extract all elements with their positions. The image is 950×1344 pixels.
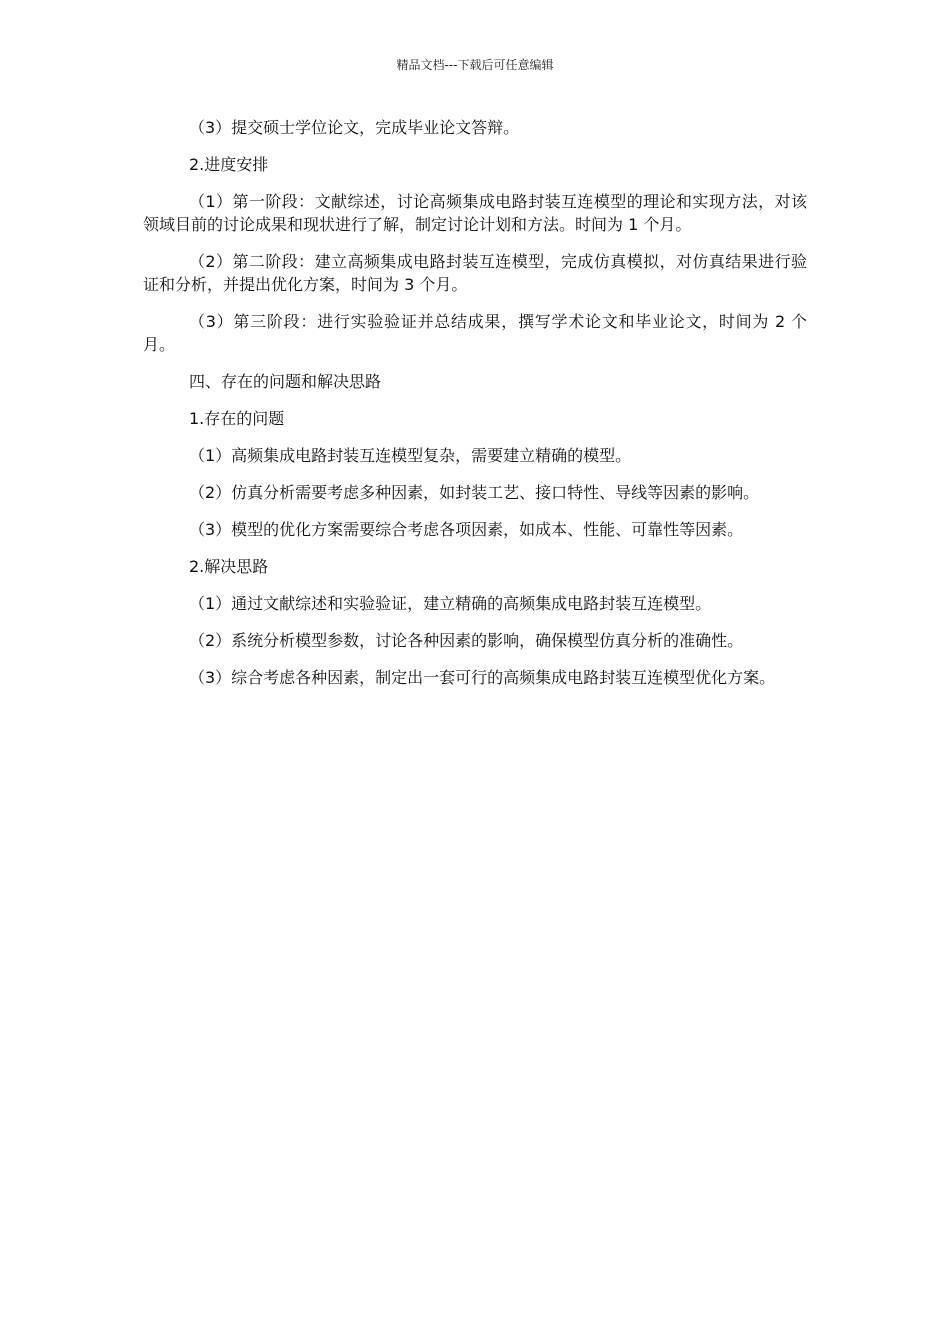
paragraph-problem-one: （1）高频集成电路封装互连模型复杂，需要建立精确的模型。 (189, 446, 632, 465)
heading-schedule: 2.进度安排 (189, 155, 269, 174)
paragraph-solution-one: （1）通过文献综述和实验验证，建立精确的高频集成电路封装互连模型。 (189, 594, 712, 613)
paragraph-problem-two: （2）仿真分析需要考虑多种因素，如封装工艺、接口特性、导线等因素的影响。 (189, 483, 760, 502)
heading-existing-problems: 1.存在的问题 (189, 409, 285, 428)
paragraph-phase-two: （2）第二阶段：建立高频集成电路封装互连模型，完成仿真模拟，对仿真结果进行验证和分析，并提出优化方案，时间为 3 个月。 (143, 252, 807, 294)
paragraph-solution-three: （3）综合考虑各种因素，制定出一套可行的高频集成电路封装互连模型优化方案。 (189, 668, 776, 687)
section-heading-problems-solutions: 四、存在的问题和解决思路 (189, 372, 382, 391)
document-body (143, 116, 807, 703)
heading-solutions: 2.解决思路 (189, 557, 269, 576)
page-header: 精品文档---下载后可任意编辑 (396, 58, 554, 72)
paragraph-problem-three: （3）模型的优化方案需要综合考虑各项因素，如成本、性能、可靠性等因素。 (189, 520, 744, 539)
paragraph-submit-thesis: （3）提交硕士学位论文，完成毕业论文答辩。 (189, 118, 520, 137)
paragraph-phase-one: （1）第一阶段：文献综述，讨论高频集成电路封装互连模型的理论和实现方法，对该领域目前的讨论成果和现状进行了解，制定讨论计划和方法。时间为 1 个月。 (143, 192, 807, 234)
paragraph-phase-three: （3）第三阶段：进行实验验证并总结成果，撰写学术论文和毕业论文，时间为 2 个月。 (143, 312, 807, 354)
paragraph-solution-two: （2）系统分析模型参数，讨论各种因素的影响，确保模型仿真分析的准确性。 (189, 631, 744, 650)
